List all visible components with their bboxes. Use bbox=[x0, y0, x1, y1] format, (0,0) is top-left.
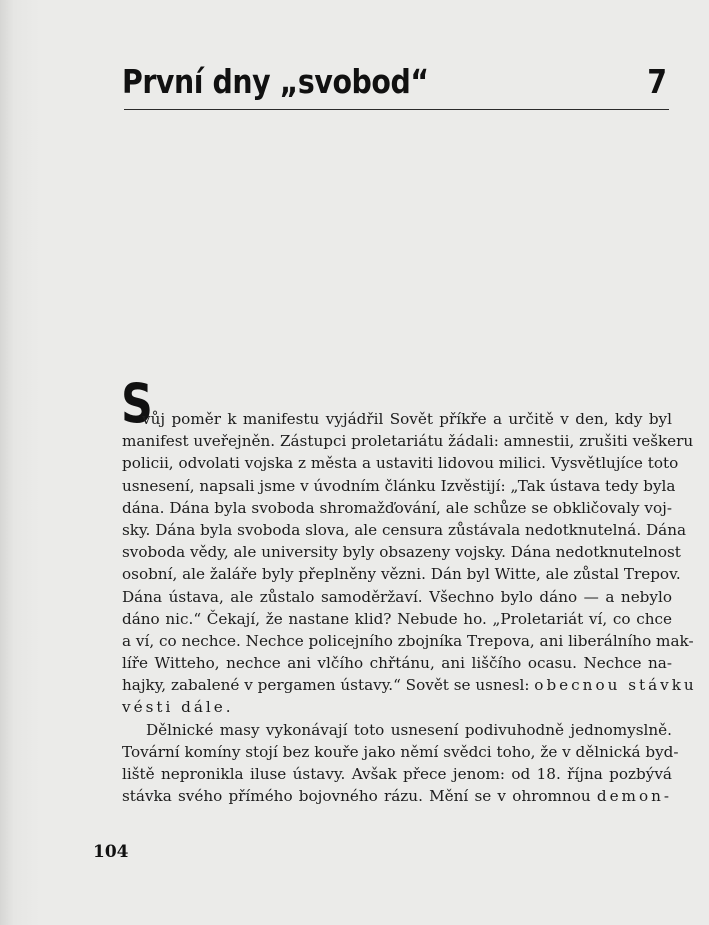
drop-cap: S bbox=[121, 372, 153, 435]
emphasis-text: demon- bbox=[596, 787, 673, 806]
text-line: sky. Dána byla svoboda slova, ale censura zůstávala nedotknutelná. Dána bbox=[122, 520, 687, 539]
emphasis-text: vésti dále bbox=[122, 698, 226, 717]
title-rule bbox=[124, 109, 669, 110]
text-line: svoboda vědy, ale university byly obsazeny vojsky. Dána nedotknutelnost bbox=[122, 543, 681, 562]
text-line: vůj poměr k manifestu vyjádřil Sovět příkře a určitě v den, kdy byl bbox=[142, 410, 672, 428]
text-line: Dělnické masy vykonávají toto usnesení podivuhodně jednomyslně. bbox=[146, 720, 672, 739]
text-line: líře Witteho, nechce ani vlčího chřtánu, ani liščího ocasu. Nechce na- bbox=[122, 654, 672, 673]
text-line: dáno nic.“ Čekají, že nastane klid? Nebude ho. „Proletariát ví, co chce bbox=[122, 609, 672, 628]
text-line: Tovární komíny stojí bez kouře jako němí svědci toho, že v dělnická byd- bbox=[122, 742, 679, 761]
text-line: a ví, co nechce. Nechce policejního zbojníka Trepova, ani liberálního mak- bbox=[122, 631, 694, 650]
text-line-with-emphasis bbox=[122, 785, 672, 807]
text-line: dána. Dána byla svoboda shromažďování, ale schůze se obkličovaly voj- bbox=[122, 498, 672, 517]
text-line: Dána ústava, ale zůstalo samoděržaví. Všechno bylo dáno — a nebylo bbox=[122, 587, 672, 606]
text-line: liště nepronikla iluse ústavy. Avšak přece jenom: od 18. října pozbývá bbox=[122, 765, 672, 783]
text-fragment: stávka svého přímého bojovného rázu. Mění se v ohromnou bbox=[122, 787, 591, 806]
text-line-with-emphasis bbox=[122, 674, 697, 696]
body-text bbox=[122, 408, 697, 807]
text-fragment: hajky, zabalené v pergamen ústavy.“ Sovět se usnesl: bbox=[122, 676, 530, 695]
text-line: usnesení, napsali jsme v úvodním článku Izvěstijí: „Tak ústava tedy byla bbox=[122, 476, 676, 495]
text-line: manifest uveřejněn. Zástupci proletariátu žádali: amnestii, zrušiti veškeru bbox=[122, 432, 694, 451]
emphasis-line: vésti dále. bbox=[122, 698, 231, 717]
emphasis-text: obecnou stávku bbox=[534, 676, 697, 695]
chapter-title: První dny „svobod“ bbox=[122, 62, 429, 101]
text-line: osobní, ale žaláře byly přeplněny vězni. Dán byl Witte, ale zůstal Trepov. bbox=[122, 565, 681, 584]
page-number: 104 bbox=[93, 842, 129, 862]
chapter-number: 7 bbox=[647, 62, 667, 101]
text-line: policii, odvolati vojska z města a ustaviti lidovou milici. Vysvětlujíce toto bbox=[122, 454, 679, 473]
